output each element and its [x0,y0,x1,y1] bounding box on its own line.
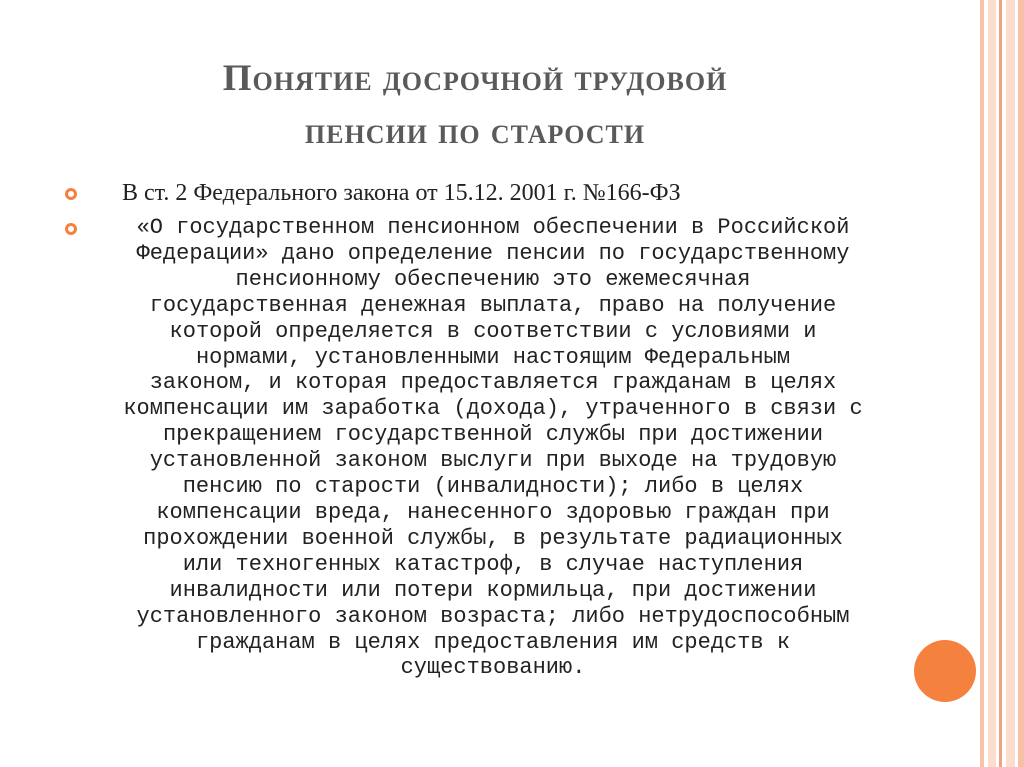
definition-line: государственная денежная выплата, право на получение [149,292,837,318]
bullet-list [64,178,894,681]
ring-bullet-icon [64,187,78,201]
decorative-orange-circle [914,640,976,702]
ring-bullet-icon [64,222,78,236]
bullet-item-definition [64,215,894,681]
title-line-2: пенсии по старости [304,111,646,152]
definition-line: «О государственном пенсионном обеспечении в Российской [136,215,850,240]
definition-line: гражданам в целях предоставления им средств к [195,629,791,655]
definition-line: прекращением государственной службы при достижении [162,422,824,448]
definition-line: инвалидности или потери кормильца, при достижении [169,577,817,603]
definition-line: компенсации им заработка (дохода), утраченного в связи с [123,396,863,422]
definition-line: пенсию по старости (инвалидности); либо в целях [182,474,804,500]
slide-title [60,52,890,158]
definition-line: установленной законом выслуги при выходе на трудовую [149,448,837,474]
definition-line: законом, и которая предоставляется гражданам в целях [149,370,837,396]
bullet-text: В ст. 2 Федерального закона от 15.12. 2001 г. №166-ФЗ [122,180,681,206]
definition-line: компенсации вреда, нанесенного здоровью граждан при [156,499,830,525]
definition-line: Федерации» дано определение пенсии по государственному [136,240,850,266]
definition-line: установленного законом возраста; либо нетрудоспособным [136,603,850,629]
title-line-1: Понятие досрочной трудовой [222,58,728,99]
definition-line: которой определяется в соответствии с условиями и [169,318,817,344]
definition-line: нормами, установленными настоящим Федеральным [195,344,791,370]
decorative-stripes [980,0,1024,767]
definition-line: существованию. [400,655,586,681]
definition-line: прохождении военной службы, в результате радиационных [143,525,843,551]
bullet-item-law-reference [64,178,894,208]
definition-line: пенсионному обеспечению это ежемесячная [235,266,751,292]
definition-line: или техногенных катастроф, в случае наступления [182,551,804,577]
